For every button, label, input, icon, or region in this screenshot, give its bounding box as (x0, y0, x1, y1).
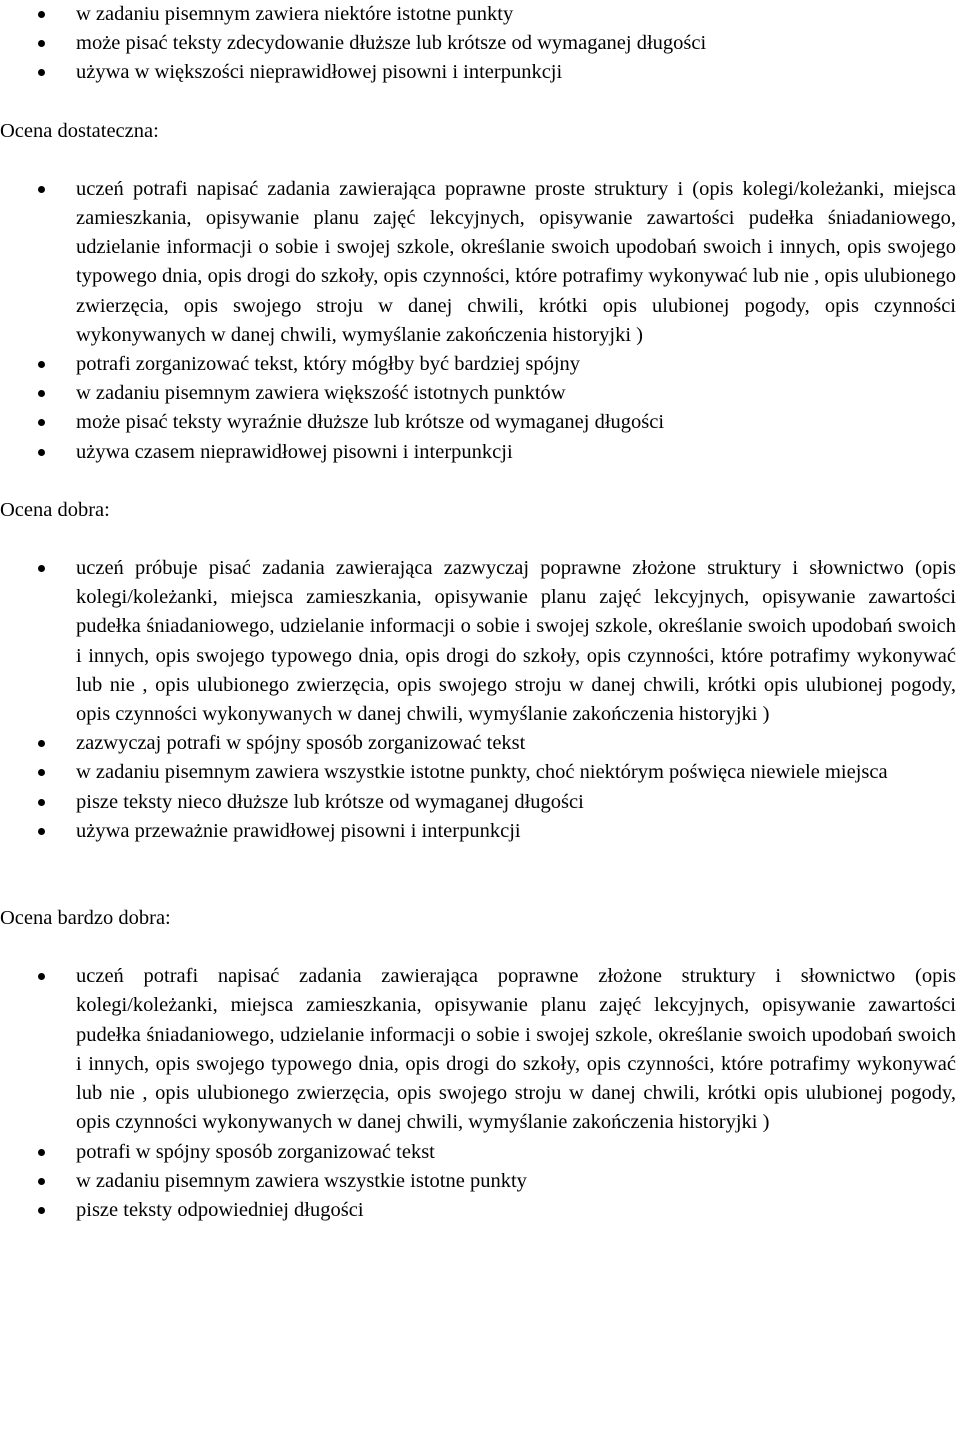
bullet-icon (38, 186, 45, 193)
list-item (0, 379, 956, 408)
list-item-text: uczeń potrafi napisać zadania zawierająca poprawne proste struktury i (opis kolegi/koleżanki, miejsca zamieszkania, opisywanie planu zajęć lekcyjnych, opisywanie zawartości pudełka śniadaniowego, udzielanie informacji o sobie i swojej szkole, określanie swoich upodobań swoich i innych, opis swojego typowego dnia, opis drogi do szkoły, opis czynności, które potrafimy wykonywać lub nie , opis ulubionego zwierzęcia, opis swojego stroju w danej chwili, krótki opis ulubionej pogody, opis czynności wykonywanych w danej chwili, wymyślanie zakończenia historyjki ) (76, 177, 956, 346)
list-item (0, 438, 956, 467)
list-item-text: używa w większości nieprawidłowej pisowni i interpunkcji (76, 61, 563, 84)
list-item-text: w zadaniu pisemnym zawiera niektóre istotne punkty (76, 3, 514, 25)
list-item-text: w zadaniu pisemnym zawiera większość istotnych punktów (76, 382, 566, 405)
spacer (0, 846, 956, 904)
list-item-text: używa czasem nieprawidłowej pisowni i interpunkcji (76, 440, 513, 463)
bullet-icon (38, 565, 45, 572)
bullet-icon (38, 1178, 45, 1185)
list-item-text: uczeń próbuje pisać zadania zawierająca zazwyczaj poprawne złożone struktury i słownictwo (opis kolegi/koleżanki, miejsca zamieszkania, opisywanie planu zajęć lekcyjnych, opisywanie zawartości pudełka śniadaniowego, udzielanie informacji o sobie i swojej szkole, określanie swoich upodobań swoich i innych, opis swojego typowego dnia, opis drogi do szkoły, opis czynności, które potrafimy wykonywać lub nie , opis ulubionego zwierzęcia, opis swojego stroju w danej chwili, krótki opis ulubionej pogody, opis czynności wykonywanych w danej chwili, wymyślanie zakończenia historyjki ) (76, 557, 956, 726)
list-item (0, 408, 956, 437)
bullet-icon (38, 799, 45, 806)
bullet-icon (38, 740, 45, 747)
section-heading-dobra: Ocena dobra: (0, 498, 110, 521)
bardzo-dobra-criteria-list (0, 962, 956, 1225)
bullet-icon (38, 769, 45, 776)
list-item (0, 29, 956, 58)
list-item (0, 788, 956, 817)
spacer (0, 146, 956, 175)
list-item-text: potrafi w spójny sposób zorganizować tekst (76, 1140, 435, 1163)
bullet-icon (38, 69, 45, 76)
spacer (0, 88, 956, 117)
spacer (0, 933, 956, 962)
list-item (0, 350, 956, 379)
list-item (0, 175, 956, 350)
list-item (0, 554, 956, 729)
bullet-icon (38, 449, 45, 456)
bullet-icon (38, 419, 45, 426)
section-heading-dostateczna: Ocena dostateczna: (0, 119, 159, 142)
list-item-text: potrafi zorganizować tekst, który mógłby być bardziej spójny (76, 353, 581, 376)
section-heading-bardzo-dobra: Ocena bardzo dobra: (0, 907, 171, 930)
list-item-text: pisze teksty nieco dłuższe lub krótsze od wymaganej długości (76, 790, 584, 813)
bullet-icon (38, 1207, 45, 1214)
list-item (0, 729, 956, 758)
list-item-text: w zadaniu pisemnym zawiera wszystkie istotne punkty, choć niektórym poświęca niewiele miejsca (76, 761, 888, 784)
list-item (0, 962, 956, 1137)
dobra-criteria-list (0, 554, 956, 846)
list-item (0, 0, 956, 29)
spacer (0, 525, 956, 554)
list-item-text: zazwyczaj potrafi w spójny sposób zorganizować tekst (76, 732, 526, 755)
list-item (0, 817, 956, 846)
list-item-text: pisze teksty odpowiedniej długości (76, 1198, 364, 1221)
list-item (0, 1196, 956, 1225)
bullet-icon (38, 361, 45, 368)
list-item-text: uczeń potrafi napisać zadania zawierająca poprawne złożone struktury i słownictwo (opis kolegi/koleżanki, miejsca zamieszkania, opisywanie planu zajęć lekcyjnych, opisywanie zawartości pudełka śniadaniowego, udzielanie informacji o sobie i swojej szkole, określanie swoich upodobań swoich i innych, opis swojego typowego dnia, opis drogi do szkoły, opis czynności, które potrafimy wykonywać lub nie , opis ulubionego zwierzęcia, opis swojego stroju w danej chwili, krótki opis ulubionej pogody, opis czynności wykonywanych w danej chwili, wymyślanie zakończenia historyjki ) (76, 965, 956, 1134)
bullet-icon (38, 40, 45, 47)
list-item (0, 1167, 956, 1196)
bullet-icon (38, 390, 45, 397)
list-item-text: w zadaniu pisemnym zawiera wszystkie istotne punkty (76, 1169, 527, 1192)
bullet-icon (38, 828, 45, 835)
top-criteria-list (0, 0, 956, 88)
list-item (0, 758, 956, 787)
list-item (0, 58, 956, 87)
list-item-text: może pisać teksty wyraźnie dłuższe lub krótsze od wymaganej długości (76, 411, 665, 434)
list-item-text: może pisać teksty zdecydowanie dłuższe lub krótsze od wymaganej długości (76, 32, 707, 55)
list-item (0, 1138, 956, 1167)
dostateczna-criteria-list (0, 175, 956, 467)
list-item-text: używa przeważnie prawidłowej pisowni i interpunkcji (76, 819, 521, 842)
bullet-icon (38, 11, 45, 18)
bullet-icon (38, 1149, 45, 1156)
spacer (0, 467, 956, 496)
bullet-icon (38, 973, 45, 980)
